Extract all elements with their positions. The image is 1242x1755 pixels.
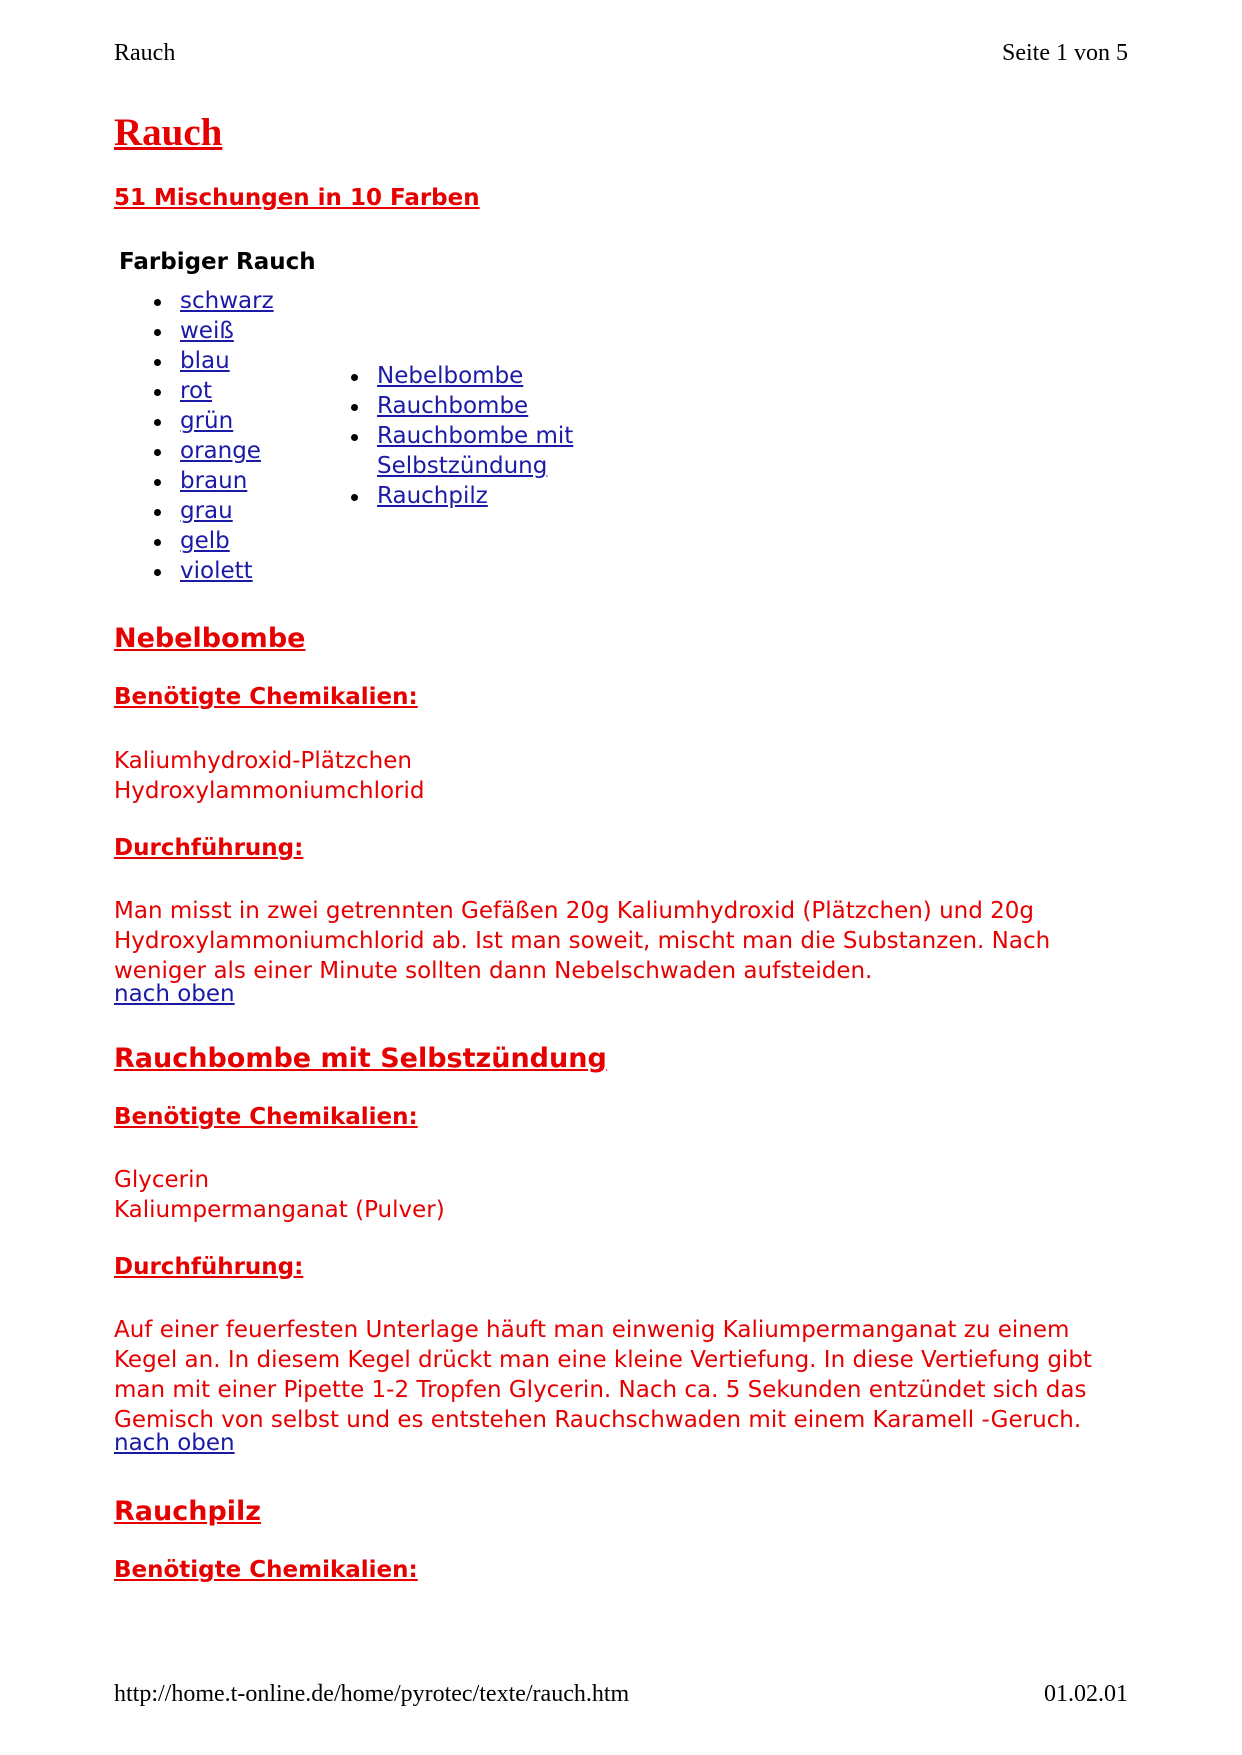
color-toc-list [154,286,274,586]
toc-link-rauchpilz[interactable]: Rauchpilz [377,483,488,509]
chem-heading-rauchbombe: Benötigte Chemikalien: [114,1104,418,1130]
print-header-page-number: Seite 1 von 5 [1002,40,1128,66]
toc-link-blau[interactable]: blau [180,348,230,374]
toc-item-nebelbombe [351,361,587,391]
print-footer-url: http://home.t-online.de/home/pyrotec/texte/rauch.htm [114,1681,630,1707]
chem-heading-rauchpilz: Benötigte Chemikalien: [114,1557,418,1583]
section-title-rauchbombe-selbstzuendung: Rauchbombe mit Selbstzündung [114,1043,607,1074]
chemical-item: Hydroxylammoniumchlorid [114,778,425,804]
back-to-top-link[interactable]: nach oben [114,981,235,1007]
toc-link-schwarz[interactable]: schwarz [180,288,274,314]
other-toc-list [351,361,587,511]
toc-item-blau [154,346,274,376]
toc-item-rot [154,376,274,406]
toc-link-braun[interactable]: braun [180,468,248,494]
print-footer-date: 01.02.01 [1044,1681,1128,1707]
procedure-rauchbombe: Auf einer feuerfesten Unterlage häuft man einwenig Kaliumpermanganat zu einem Kegel an. In diesem Kegel drückt man eine kleine Vertiefung. In diese Vertiefung gibt man mit einer Pipette 1-2 Tropfen Glycerin. Nach ca. 5 Sekunden entzündet sich das Gemisch von selbst und es entstehen Rauchschwaden mit einem Karamell -Geruch. [114,1317,1092,1433]
back-to-top-link[interactable]: nach oben [114,1430,235,1456]
toc-link-nebelbombe[interactable]: Nebelbombe [377,363,524,389]
chemicals-list-nebelbombe [114,746,1124,806]
chemical-item: Kaliumpermanganat (Pulver) [114,1197,445,1223]
toc-item-orange [154,436,274,466]
toc-item-rauchbombe-selbstzuendung [351,421,587,481]
chem-heading-nebelbombe: Benötigte Chemikalien: [114,684,418,710]
toc-item-braun [154,466,274,496]
toc-link-gelb[interactable]: gelb [180,528,230,554]
toc-link-rot[interactable]: rot [180,378,213,404]
proc-heading-nebelbombe: Durchführung: [114,835,304,861]
toc-link-orange[interactable]: orange [180,438,261,464]
section-title-nebelbombe: Nebelbombe [114,623,306,654]
toc-item-grau [154,496,274,526]
section-title-rauchpilz: Rauchpilz [114,1496,262,1527]
toc-link-grau[interactable]: grau [180,498,233,524]
toc-item-gruen [154,406,274,436]
proc-heading-rauchbombe: Durchführung: [114,1254,304,1280]
toc-item-rauchbombe [351,391,587,421]
toc-item-weiss [154,316,274,346]
toc-item-gelb [154,526,274,556]
toc-item-violett [154,556,274,586]
toc-heading: Farbiger Rauch [119,249,316,275]
toc-link-gruen[interactable]: grün [180,408,234,434]
chemicals-list-rauchbombe [114,1165,1124,1225]
chemical-item: Glycerin [114,1167,210,1193]
toc-item-schwarz [154,286,274,316]
toc-link-rauchbombe-selbstzuendung[interactable]: Rauchbombe mit Selbstzündung [377,423,574,479]
toc-link-weiss[interactable]: weiß [180,318,234,344]
page-title: Rauch [114,111,223,154]
toc-item-rauchpilz [351,481,587,511]
toc-link-rauchbombe[interactable]: Rauchbombe [377,393,529,419]
chemical-item: Kaliumhydroxid-Plätzchen [114,748,412,774]
procedure-nebelbombe: Man misst in zwei getrennten Gefäßen 20g Kaliumhydroxid (Plätzchen) und 20g Hydroxylammoniumchlorid ab. Ist man soweit, mischt man die Substanzen. Nach weniger als einer Minute sollten dann Nebelschwaden aufsteiden. [114,898,1051,984]
mixtures-link[interactable]: 51 Mischungen in 10 Farben [114,185,480,211]
toc-link-violett[interactable]: violett [180,558,253,584]
print-header-title: Rauch [114,40,176,66]
